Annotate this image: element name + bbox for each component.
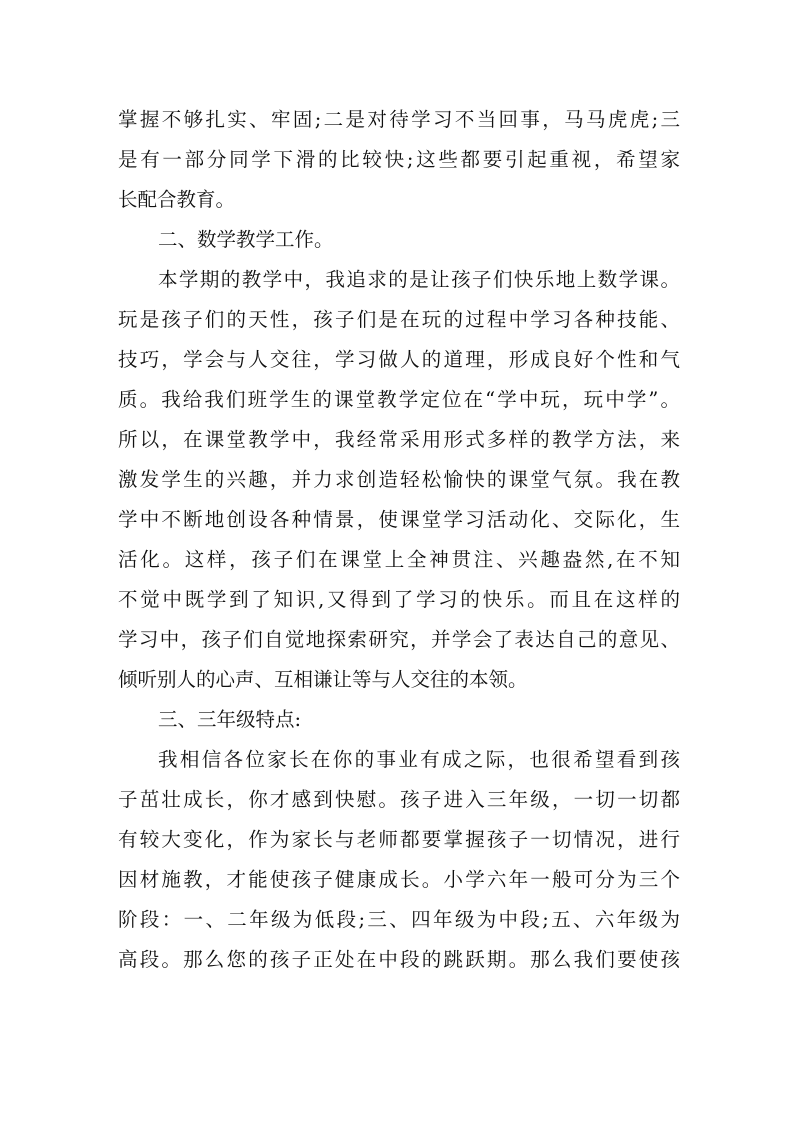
text-line: 学中不断地创设各种情景，使课堂学习活动化、交际化，生	[118, 508, 680, 531]
text-line: 高段。那么您的孩子正处在中段的跳跃期。那么我们要使孩	[118, 948, 680, 971]
text-line: 玩是孩子们的天性，孩子们是在玩的过程中学习各种技能、	[118, 308, 680, 331]
text-line: 是有一部分同学下滑的比较快;这些都要引起重视，希望家	[118, 148, 680, 171]
text-line: 激发学生的兴趣，并力求创造轻松愉快的课堂气氛。我在教	[118, 468, 680, 491]
text-line: 子茁壮成长，你才感到快慰。孩子进入三年级，一切一切都	[118, 788, 680, 811]
text-line: 本学期的教学中，我追求的是让孩子们快乐地上数学课。	[158, 268, 680, 291]
text-line: 活化。这样，孩子们在课堂上全神贯注、兴趣盎然,在不知	[118, 548, 680, 571]
text-line: 我相信各位家长在你的事业有成之际，也很希望看到孩	[158, 748, 680, 771]
text-line: 质。我给我们班学生的课堂教学定位在“学中玩，玩中学”。	[118, 388, 680, 411]
section-heading: 三、三年级特点:	[158, 708, 302, 731]
text-line: 掌握不够扎实、牢固;二是对待学习不当回事，马马虎虎;三	[118, 108, 680, 131]
text-line: 倾听别人的心声、互相谦让等与人交往的本领。	[118, 668, 528, 691]
text-line: 阶段：一、二年级为低段;三、四年级为中段;五、六年级为	[118, 908, 680, 931]
text-line: 长配合教育。	[118, 188, 236, 211]
text-line: 技巧，学会与人交往，学习做人的道理，形成良好个性和气	[118, 348, 680, 371]
text-line: 学习中，孩子们自觉地探索研究，并学会了表达自己的意见、	[118, 628, 680, 651]
text-line: 因材施教，才能使孩子健康成长。小学六年一般可分为三个	[118, 868, 680, 891]
section-heading: 二、数学教学工作。	[158, 228, 334, 251]
text-line: 有较大变化，作为家长与老师都要掌握孩子一切情况，进行	[118, 828, 680, 851]
text-line: 所以，在课堂教学中，我经常采用形式多样的教学方法，来	[118, 428, 680, 451]
body-text	[118, 100, 680, 980]
text-line: 不觉中既学到了知识,又得到了学习的快乐。而且在这样的	[118, 588, 680, 611]
